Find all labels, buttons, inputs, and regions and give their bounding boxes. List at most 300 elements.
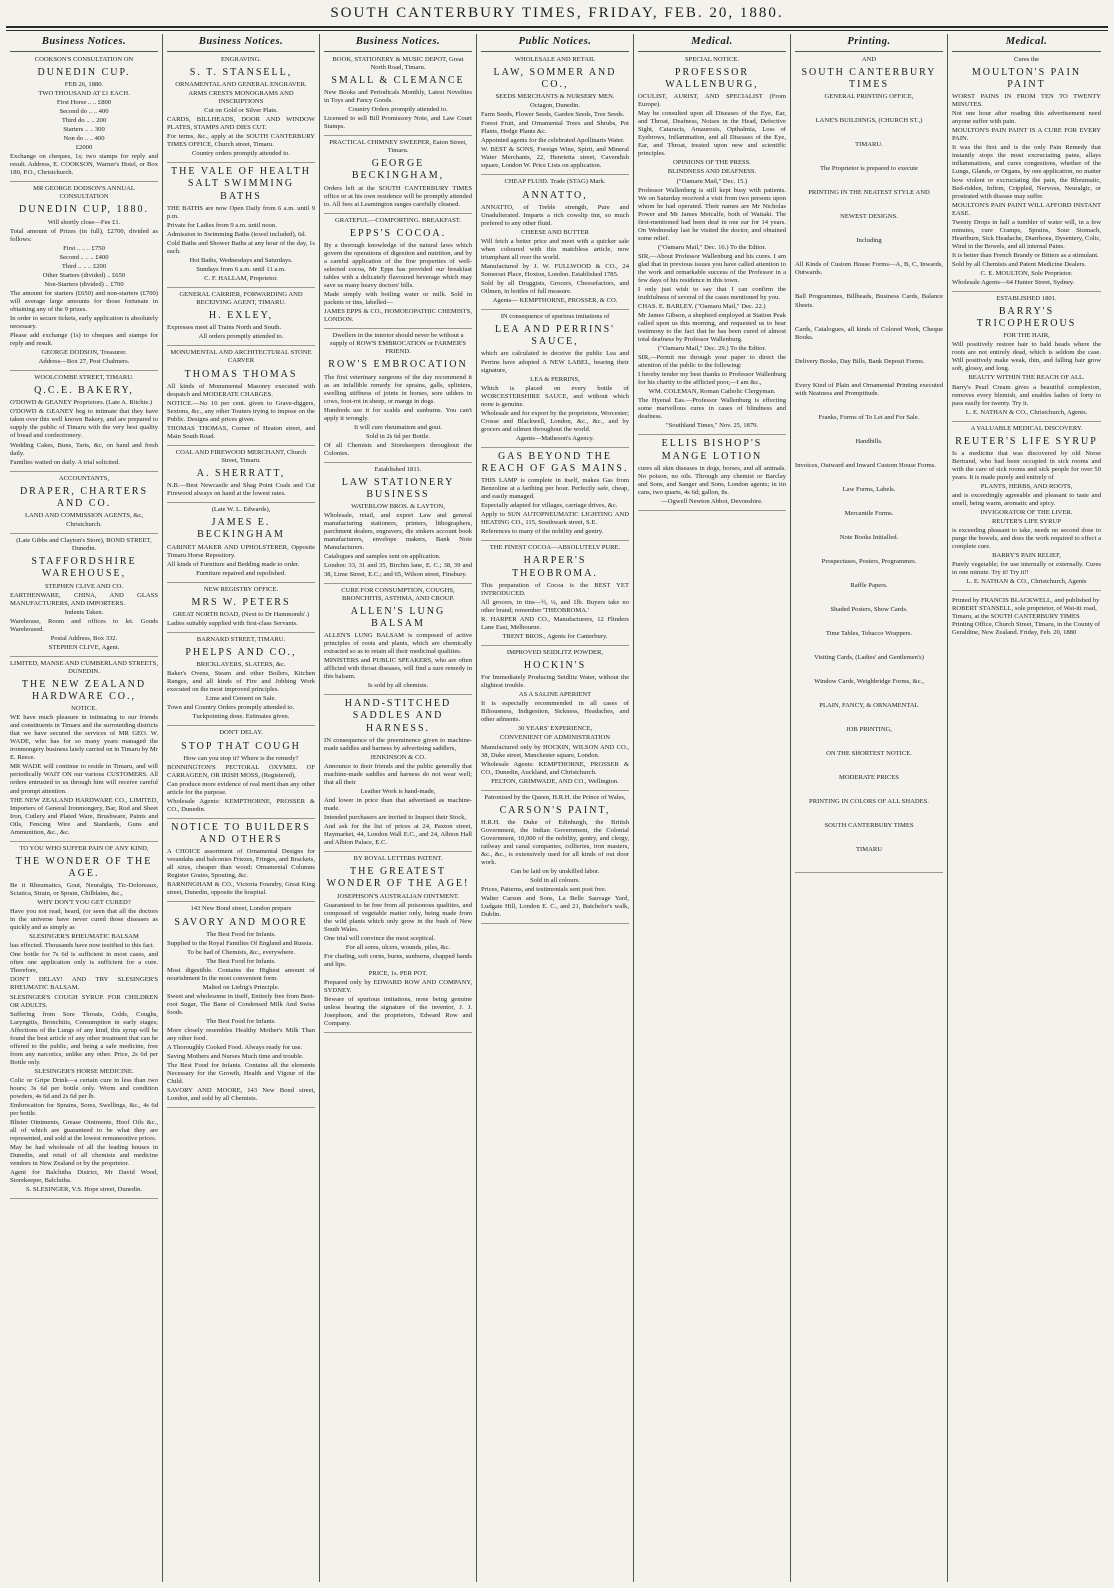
ad-subtitle: MONUMENTAL AND ARCHITECTURAL STONE CARVER <box>170 349 312 365</box>
ad-line: Cards, Catalogues, all kinds of Colored Work, Cheque Books. <box>795 325 943 341</box>
ad-line: Orders left at the SOUTH CANTERBURY TIMES office or at his own residence will be promptly attended to. All fees at Leamington ranges carefully cleaned. <box>324 184 472 208</box>
ad-line: Colic or Gripe Drink—a certain cure in less than two hours; 3s 6d per bottle only. Worm and condition powders, 4s 6d and 2s 6d per lb. <box>10 1076 158 1100</box>
ad-line: OPINIONS OF THE PRESS. <box>673 159 751 167</box>
ad-subtitle: GENERAL CARRIER, FORWARDING AND RECEIVING AGENT, TIMARU. <box>179 291 303 307</box>
ad-title: NOTICE TO BUILDERS AND OTHERS <box>171 821 311 846</box>
advertisement <box>795 56 943 874</box>
ad-line: Prices, Patterns, and testimonials sent post free. <box>481 886 607 894</box>
ad-line: Hundreds use it for scalds and sunburns. You can't apply it wrongly. <box>324 406 472 422</box>
ad-line: Is a medicine that was discovered by old Norse Bertrand, who had been occupied in sick rooms and with the care of sick rooms and sick people for over 50 years. It is made purely and entirely of <box>952 449 1101 481</box>
ad-line: Mercantile Forms. <box>844 509 894 517</box>
advertisement <box>167 291 315 346</box>
ad-line: LANE'S BUILDINGS, (CHURCH ST.,) <box>815 117 923 125</box>
ad-line: SIR,—About Professor Wallenburg and his cures. I am glad that in previous issues you have called attention to the work and remarkable success of the Professor in a few days of his residence in this town. <box>638 252 786 284</box>
ad-line: ORNAMENTAL AND GENERAL ENGRAVER. <box>175 81 307 89</box>
ad-line: The Best Food for Infants. <box>206 930 276 938</box>
ad-title: GAS BEYOND THE REACH OF GAS MAINS. <box>481 450 629 475</box>
ad-line: Franks, Forms of To Let and For Sale. <box>818 413 920 421</box>
ad-line: Leather Work is hand-made, <box>360 787 436 795</box>
ad-subtitle: WHOLESALE AND RETAIL <box>514 55 596 63</box>
ad-line: May be consulted upon all Diseases of the Eye, Ear, and Throat, Deafness, Noises in the Head, Defective Sight, Cataracts, Amaurosis, Opthalmia, Loss of Eyebrows, Inflammation, and all Diseases of the Eye, Ear, and Throat, treated upon new and scientific principles. <box>638 110 786 158</box>
ad-line: Third do .. .. 200 <box>61 117 107 125</box>
column-1 <box>6 34 163 1582</box>
ad-subtitle: ACCOUNTANTS, <box>58 474 110 482</box>
columns-container <box>6 34 1108 1582</box>
advertisement <box>324 332 472 463</box>
ad-line: cures all skin diseases in dogs, horses, and all animals. No poison, no oils. Through any chemist or Barclay and Sons, and Sanger and Sons, London agents; in tin cans, two quarts, 4s 6d; gallon, 8s. <box>638 464 786 496</box>
ad-line: First .. .. .. £750 <box>63 244 105 252</box>
column-5 <box>634 34 791 1582</box>
ad-line: Ladies suitably supplied with first-class Servants. <box>167 620 298 628</box>
ad-line: Furniture repaired and repolished. <box>196 569 286 577</box>
ad-title: ANNATTO, <box>522 189 588 201</box>
ad-title: THE WONDER OF THE AGE. <box>15 855 153 879</box>
ad-line: Address—Box 27, Post Chalmers. <box>38 358 130 366</box>
ad-line: —Ogwell Newton Abbot, Devonshire. <box>661 497 763 505</box>
ad-line: GREAT NORTH ROAD, (Next to Dr Hammonds'.) <box>172 610 310 618</box>
ad-line: Country Orders promptly attended to. <box>348 106 448 114</box>
ad-title: SAVORY AND MOORE <box>174 916 308 928</box>
ad-line: Walter Carson and Sons, La Belle Sauvage Yard, Ludgate Hill, London E. C., and 21, Batchelor's walk, Dublin. <box>481 895 629 919</box>
ad-subtitle: Cures the <box>1013 55 1040 63</box>
ad-line: Postal Address, Box 332. <box>50 634 118 642</box>
ad-line: MOULTON'S PAIN PAINT IS A CURE FOR EVERY PAIN. <box>952 127 1101 143</box>
ad-title: REUTER'S LIFE SYRUP <box>955 435 1098 447</box>
advertisement <box>324 56 472 136</box>
advertisement <box>324 466 472 584</box>
ad-line: It was the first and is the only Pain Remedy that instantly stops the most excruciating pains, allays inflammations, and cures congestions, whether of the Lungs, Glands, or Organs, by one application, no matter how violent or excruciating the pain, the Rheumatic, Bed-ridden, Infirm, Crippled, Nervous, Neuralgic, or prostrated with disease may suffer. <box>952 144 1101 200</box>
advertisement <box>638 438 786 511</box>
advertisement <box>167 822 315 903</box>
ad-subtitle: BOOK, STATIONERY & MUSIC DEPOT, Great North Road, Timaru. <box>332 55 464 71</box>
ad-title: JAMES E. BECKINGHAM <box>197 517 285 541</box>
ad-line: Sweet and wholesome in itself, Entirely free from Beet-root Sugar, The Bane of Condensed Milk And Swiss foods. <box>167 992 315 1016</box>
ad-line: All Kinds of Custom House Forms—A, B, C, Inwards, Outwards. <box>795 261 943 277</box>
ad-subtitle: Patronised by the Queen, H.R.H. the Prince of Wales, <box>484 793 626 801</box>
column-heading: Printing. <box>795 34 943 52</box>
ad-subtitle: IN consequence of spurious imitations of <box>500 313 610 321</box>
ad-line: The Best Food for Infants. <box>206 957 276 965</box>
advertisement <box>10 374 158 471</box>
ad-line: £2000 <box>75 144 93 152</box>
ad-subtitle: PRACTICAL CHIMNEY SWEEPER, Eaton Street, Timaru. <box>329 139 467 155</box>
ad-line: FEB 26, 1880. <box>64 81 104 89</box>
ad-line: Agent for Balclutha District, Mr David Wood, Storekeeper, Balclutha. <box>10 1169 158 1185</box>
ad-line: New Books and Periodicals Monthly, Latest Novelties in Toys and Fancy Goods. <box>324 89 472 105</box>
ad-line: W. BEST & SONS, Foreign Wine, Spirit, and Mineral Water Merchants, 22, Henrietta street, Cavendish square, London W. Price Lists on application. <box>481 146 629 170</box>
ad-line: MR WADE will continue to reside in Timaru, and will periodically WAIT ON our various CUSTOMERS. All orders entrusted to us through him will receive careful and prompt attention. <box>10 763 158 795</box>
ad-line: Agents— KEMPTHORNE, PROSSER, & CO. <box>492 297 618 305</box>
ad-line: Sold by all Chemists and Patent Medicine Dealers. <box>952 260 1087 268</box>
ad-line: Families waited on daily. A trial solicited. <box>10 458 120 466</box>
ad-line: and is exceedingly agreeable and pleasant to taste and smell, being warm, aromatic and spicy. <box>952 492 1101 508</box>
advertisement <box>10 56 158 183</box>
ad-subtitle: A VALUABLE MEDICAL DISCOVERY. <box>970 424 1083 432</box>
ad-title: LAW STATIONERY BUSINESS <box>341 476 455 501</box>
ad-line: C. E. MOULTON, Sole Proprietor. <box>980 269 1073 277</box>
advertisement <box>324 855 472 1033</box>
ad-title: A. SHERRATT, <box>196 467 286 479</box>
ad-title: THE VALE OF HEALTH SALT SWIMMING BATHS <box>171 166 311 202</box>
ad-line: CHEESE AND BUTTER <box>521 228 589 236</box>
ad-line: ARMS CRESTS MONOGRAMS AND INSCRIPTIONS <box>188 90 294 106</box>
ad-line: THE BATHS are now Open Daily from 6 a.m. until 9 p.m. <box>167 204 315 220</box>
ad-line: Embrocation for Sprains, Sores, Swellings, &c., 4s 6d per bottle. <box>10 1101 158 1117</box>
ad-line: Can produce more evidence of real merit than any other article for the purpose. <box>167 780 315 796</box>
advertisement <box>481 178 629 310</box>
ad-line: TWO THOUSAND AT £1 EACH. <box>38 90 130 98</box>
ad-line: WATERLOW BROS. & LAYTON, <box>351 503 445 511</box>
ad-line: To be had of Chemists, &c., everywhere. <box>187 948 295 956</box>
ad-line: Professor Wallenberg is still kept busy with patients. We on Saturday received a visit from two persons upon whom he had operated. Their names are Mr Nicholas Power and Mr James Metcalfe, both of Waitaki. The first-mentioned had been deaf in one ear for 14 years. On Wednesday last he visited the doctor, and obtained some relief. <box>638 186 786 242</box>
ad-subtitle: DON'T DELAY. <box>219 729 263 737</box>
ad-line: LEA & PERRINS, <box>530 375 580 383</box>
ad-line: Not one hour after reading this advertisement need anyone suffer with pain. <box>952 110 1101 126</box>
ad-line: A Thoroughly Cooked Food. Always ready for use. <box>167 1044 303 1052</box>
ad-line: Delivery Books, Day Bills, Bank Deposit Forms. <box>795 357 925 365</box>
ad-line: CONVENIENT OF ADMINISTRATION <box>499 734 611 742</box>
ad-line: THOMAS THOMAS, Corner of Heaton street, and Main South Road. <box>167 424 315 440</box>
advertisement <box>167 636 315 726</box>
ad-line: Second .. .. .. £400 <box>59 253 109 261</box>
advertisement <box>167 449 315 503</box>
ad-line: WM. COLEMAN, Roman Catholic Clergyman. <box>648 388 776 396</box>
ad-subtitle: Established 1811. <box>374 465 422 473</box>
masthead-rule <box>6 26 1108 28</box>
ad-line: Apply to SUN AUTOPNEUMATIC LIGHTING AND HEATING CO., 115, Southwark street, S.E. <box>481 511 629 527</box>
ad-line: All kinds of Monumental Masonry executed with despatch and MODERATE CHARGES. <box>167 382 315 398</box>
ad-line: ("Oamaru Mail," Dec. 16.) To the Editor. <box>657 243 767 251</box>
ad-line: O'DOWD & GEANEY Proprietors. (Late A. Ritchie.) <box>10 399 153 407</box>
ad-line: which are calculated to deceive the public Lea and Perrins have adopted A NEW LABEL, bearing their signature, <box>481 350 629 374</box>
ad-line: Every Kind of Plain and Ornamental Printing executed with Neatness and Promptitude. <box>795 381 943 397</box>
ad-line: MODERATE PRICES <box>839 774 899 782</box>
ad-subtitle: NEW REGISTRY OFFICE. <box>203 585 279 593</box>
ad-line: Beware of spurious imitations, none being genuine unless bearing the signature of the inventor, J. J. Josephson, and the proprietors, Edward Row and Company. <box>324 995 472 1028</box>
ad-line: Town and Country Orders promptly attended to. <box>167 704 295 712</box>
ad-title: Q.C.E. BAKERY, <box>34 385 134 397</box>
ad-line: Law Forms, Labels. <box>842 485 896 493</box>
ad-line: More closely resembles Healthy Mother's Milk Than any other food. <box>167 1027 315 1043</box>
ad-line: Private for Ladies from 9 a.m. until noon. <box>167 221 277 229</box>
ad-line: BARNINGHAM & CO., Victoria Foundry, Great King street, Dunedin, opposite the hospital. <box>167 881 315 897</box>
ad-line: Of all Chemists and Storekeepers throughout the Colonies. <box>324 441 472 457</box>
ad-line: For terms, &c., apply at the SOUTH CANTERBURY TIMES OFFICE, Church street, Timaru. <box>167 133 315 149</box>
ad-line: The Hyenal Eas.—Professor Wallenburg is effecting some marvellous cures in cases of blindness and deafness. <box>638 397 786 421</box>
ad-subtitle: ESTABLISHED 1801. <box>996 294 1057 302</box>
ad-subtitle: THE FINEST COCOA—ABSOLUTELY PURE. <box>489 544 621 552</box>
ad-line: N.B.—Best Newcastle and Shag Point Coals and Cut Firewood always on hand at the lowest rates. <box>167 482 315 498</box>
ad-line: L. E. NATHAN & CO., Christchurch, Agents <box>966 578 1087 586</box>
ad-line: Sundays from 6 a.m. until 11 a.m. <box>196 266 286 274</box>
ad-line: Purely vegetable; for use internally or externally. Cures in one minute. Try it! Try it!! <box>952 561 1101 577</box>
masthead: SOUTH CANTERBURY TIMES, FRIDAY, FEB. 20, 1880. <box>330 5 784 21</box>
ad-line: PLANTS, HERBS, AND ROOTS, <box>980 482 1073 490</box>
ad-subtitle: IMPROVED SEIDLITZ POWDER, <box>506 649 604 657</box>
advertisement <box>167 506 315 583</box>
ad-line: ALLEN'S LUNG BALSAM is composed of active principles of roots and plants, which are chemically extracted so as to retain all their medicinal qualities. <box>324 631 472 656</box>
ad-line: BEAUTY WITHIN THE REACH OF ALL. <box>968 374 1085 382</box>
ad-line: PRINTING IN COLORS OF ALL SHADES. <box>809 798 929 806</box>
column-heading: Business Notices. <box>10 34 158 52</box>
ad-line: Wholesale, retail, and export Law and general manufacturing stationers, printers, lithographers, parchment dealers, engravers, die sinkers account book manufacturers, envelope makers, Bank Note Manufacturers. <box>324 512 472 552</box>
ad-line: SAVORY AND MOORE, 143 New Bond street, London, and sold by all Chemists. <box>167 1087 315 1103</box>
advertisement <box>324 587 472 696</box>
ad-line: First Horse .. .. £800 <box>56 99 112 107</box>
column-heading: Business Notices. <box>167 34 315 52</box>
ad-line: JOSEPHSON'S AUSTRALIAN OINTMENT. <box>336 892 460 900</box>
ad-title: STOP THAT COUGH <box>181 740 301 752</box>
ad-line: ("Oamaru Mail," Dec. 15.) <box>676 177 748 185</box>
ad-line: BRICKLAYERS, SLATERS, &c. <box>196 661 286 669</box>
ad-line: 30 YEARS' EXPERIENCE, <box>517 725 593 733</box>
ad-line: Manufactured by J. W. FULLWOOD & CO., 24 Somerset Place, Hoxton, London. Established 1785. <box>481 262 629 278</box>
ad-line: TIMARU <box>855 846 882 854</box>
ad-line: Wedding Cakes, Buns, Tarts, &c, on hand and fresh daily. <box>10 441 158 457</box>
ad-line: For Immediately Producing Seidlitz Water, without the slightest trouble. <box>481 674 629 690</box>
ad-line: Blister Ointments, Grease Ointments, Hoof Oils &c., all of which are guaranteed to be what they are represented, and sold at the lowest remunerative prices. <box>10 1118 158 1143</box>
ad-title: GEORGE BECKINGHAM, <box>351 158 445 182</box>
ad-line: EARTHENWARE, CHINA, AND GLASS MANUFACTURERS, AND IMPORTERS. <box>10 591 158 607</box>
ad-line: PLAIN, FANCY, & ORNAMENTAL <box>819 702 919 710</box>
ad-line: For all sores, ulcers, wounds, piles, &c. <box>345 943 451 951</box>
ad-line: NOTICE.—No 10 per cent. given to Grave-diggers, Sextons, &c., any other Touters trying to impose on the Public. Designs and prices given. <box>167 399 315 423</box>
ad-line: O'DOWD & GEANEY beg to intimate that they have taken over this well known Bakery, and are prepared to supply the public of Timaru with the very best quality of bread and confectionery. <box>10 408 158 440</box>
ad-line: Time Tables, Tobacco Wrappers. <box>825 629 913 637</box>
column-heading: Public Notices. <box>481 34 629 52</box>
ad-title: S. T. STANSELL, <box>189 66 293 78</box>
ad-line: JOB PRINTING, <box>846 726 892 734</box>
ad-line: JAMES EPPS & CO., HOMOEOPATHIC CHEMISTS, LONDON. <box>324 308 472 324</box>
ad-line: Wholesale Agents: KEMPTHORNE, PROSSER & CO., Dunedin. <box>167 797 315 813</box>
ad-line: Most digestible. Contains the Highest amount of nourishment In the most convenient form. <box>167 966 315 982</box>
ad-line: Second do .. .. 400 <box>59 108 109 116</box>
ad-line: MINISTERS and PUBLIC SPEAKERS, who are often afflicted with throat diseases, will find a sure remedy in this balsam. <box>324 657 472 681</box>
advertisement <box>481 451 629 542</box>
ad-line: Invoices, Outward and Inward Custom House Forms. <box>795 461 937 469</box>
ad-line: Catalogues and samples sent on application. <box>324 553 441 561</box>
ad-line: Sold in all colours. <box>530 877 580 885</box>
ad-title: SOUTH CANTERBURY TIMES <box>801 66 937 91</box>
advertisement <box>10 185 158 371</box>
ad-line: BLINDNESS AND DEAFNESS. <box>667 168 757 176</box>
ad-line: Note Books Initialled. <box>839 533 899 541</box>
ad-line: R. HARPER AND CO., Manufacturers, 12 Flinders Lane East, Melbourne. <box>481 615 629 631</box>
ad-subtitle: CURE FOR CONSUMPTION, COUGHS, BRONCHITIS, ASTHMA, AND CROUP. <box>341 586 455 602</box>
ad-line: It will cure rheumatism and gout. <box>354 423 442 431</box>
ad-title: PHELPS AND CO., <box>185 647 297 659</box>
ad-line: Expresses meet all Trains North and South. <box>167 324 282 332</box>
ad-line: L. E. NATHAN & CO., Christchurch, Agents. <box>965 408 1088 416</box>
advertisement <box>10 660 158 842</box>
ad-subtitle: ENGRAVING. <box>221 55 261 63</box>
ad-line: FOR THE HAIR, <box>1003 332 1050 340</box>
ad-line: THIS LAMP is complete in itself, makes Gas from Benzoline at a farthing per hour. Perfectly safe, cheap, and easily managed. <box>481 477 629 501</box>
masthead-rule-thin <box>6 30 1108 31</box>
ad-line: Made simply with boiling water or milk. Sold in packets or tins, labelled— <box>324 291 472 307</box>
advertisement <box>324 217 472 330</box>
ad-line: SEEDS MERCHANTS & NURSERY MEN. <box>495 93 615 101</box>
ad-line: Twenty Drops in half a tumbler of water will, in a few minutes, cure Cramps, Sprains, Sour Stomach, Heartburn, Sick Headache, Diarrhoea, Dysentery, Colic, Wind in the Bowels, and all internal Pains. <box>952 218 1101 250</box>
ad-line: DON'T DELAY! AND TRY SLESINGER'S RHEUMATIC BALSAM. <box>10 976 158 992</box>
ad-line: Announce to their friends and the public generally that machine-made saddles and harness do not wear well; that all their <box>324 762 472 786</box>
ad-subtitle: (Late W. L. Edwards), <box>211 506 271 514</box>
ad-title: DUNEDIN CUP. <box>37 66 131 78</box>
ad-line: SLESINGER'S RHEUMATIC BALSAM <box>29 933 139 941</box>
advertisement <box>952 56 1101 292</box>
ad-line: Have you not read, heard, (or seen that all the doctors in the universe have never cured those diseases as quickly and as simply as <box>10 908 158 932</box>
ad-line: Baker's Ovens, Steam and other Boilers, Kitchen Ranges, and all kinds of Fire and Jobbing Work executed on the most improved principles. <box>167 670 315 694</box>
ad-line: Mr James Gibson, a shepherd employed at Station Peak called upon us this morning, and requested us to bear testimony to the fact that he has been cured of almost total deafness by Professor Wallenburg. <box>638 312 786 344</box>
ad-line: PRICE, 1s. PER POT. <box>368 969 428 977</box>
ad-line: Malted on Liebig's Principle. <box>202 983 280 991</box>
ad-line: SLESINGER'S COUGH SYRUP. FOR CHILDREN OR ADULTS. <box>10 993 158 1009</box>
ad-subtitle: (Late Gibbs and Clayton's Store), BOND STREET, Dunedin. <box>16 537 152 553</box>
ad-line: Saving Mothers and Nurses Much time and trouble. <box>167 1053 304 1061</box>
advertisement <box>481 794 629 925</box>
advertisement <box>638 56 786 436</box>
ad-line: THE NEW ZEALAND HARDWARE CO., LIMITED, Importers of General Ironmongery, Bar, Rod and Sheet Iron, Cutlery and Plated Ware, Brushware, Paints and Oils, Fencing Wire and Standards, Guns and Ammunition, &c., &c. <box>10 796 158 836</box>
ad-subtitle: SPECIAL NOTICE. <box>685 55 739 63</box>
ad-line: OCULIST, AURIST, AND SPECIALIST (From Europe). <box>638 93 786 109</box>
ad-line: Warehouse, Room and offices to let. Goods Warehoused. <box>10 617 158 633</box>
ad-title: THOMAS THOMAS <box>184 368 298 380</box>
ad-line: "Southland Times," Nov. 25, 1879. <box>665 422 759 430</box>
ad-title: LAW, SOMMER AND CO., <box>493 66 617 91</box>
ad-line: INVIGORATOR OF THE LIVER. <box>980 509 1073 517</box>
ad-line: Suffering from Sore Throats, Colds, Coughs, Laryngitis, Bronchitis, Consumption in early stages; Affections of the Lungs of any kind, this syrup will be found the best article of any other treatment that can be offered to the public, and being a safe medicine, free from any narcotics, unlike any other. Price, 2s 6d per Bottle only. <box>10 1010 158 1066</box>
ad-line: The amount for starters (£650) and non-starters (£700) will average large amounts for those fortunate in obtaining any of the 9 prizes. <box>10 289 158 313</box>
ad-line: Wholesale and for export by the proprietors, Worcester; Crosse and Blackwell, London, &c., &c., and by grocers and oilmen throughout the world. <box>481 409 629 433</box>
ad-title: MOULTON'S PAIN PAINT <box>971 66 1082 91</box>
advertisement <box>481 56 629 176</box>
ad-line: Exchange on cheques, 1s; two stamps for reply and result. Address, E. COOKSON, Warner's Hotel, or Box 180, P.O., Christchurch. <box>10 153 158 177</box>
ad-title: THE NEW ZEALAND HARDWARE CO., <box>21 678 147 703</box>
ad-line: Visiting Cards, (Ladies' and Gentlemen's) <box>814 654 924 662</box>
ad-line: I hereby tender my best thanks to Professor Wallenburg for his charity to the afflicted poor,—I am &c., <box>638 371 786 387</box>
advertisement <box>324 139 472 214</box>
ad-line: One trial will convince the most sceptical. <box>324 934 436 942</box>
ad-line: SLESINGER'S HORSE MEDICINE. <box>34 1067 134 1075</box>
advertisement <box>481 649 629 791</box>
ad-line: Will positively restore hair to bald heads where the roots are not entirely dead, which is seldom the case. Will positively make weak, thin, and falling hair grow soft, glossy, and long. <box>952 341 1101 373</box>
advertisement <box>167 905 315 1108</box>
column-4 <box>477 34 634 1582</box>
ad-title: ELLIS BISHOP'S MANGE LOTION <box>661 438 763 462</box>
ad-line: REUTER'S LIFE SYRUP <box>992 518 1061 526</box>
ad-line: Prospectuses, Posters, Programmes. <box>821 557 917 565</box>
ad-line: CARDS, BILLHEADS, DOOR AND WINDOW PLATES, STAMPS AND DIES CUT. <box>167 116 315 132</box>
advertisement <box>167 56 315 164</box>
ad-line: It is better than French Brandy or Bitters as a stimulant. <box>952 251 1099 259</box>
ad-subtitle: BARNARD STREET, TIMARU. <box>196 636 286 644</box>
ad-line: Starters .. .. 300 <box>63 126 105 134</box>
ad-subtitle: GRATEFUL—COMFORTING. BREAKFAST. <box>335 216 461 224</box>
ad-line: Especially adapted for villages, carriage drives, &c. <box>481 502 618 510</box>
advertisement <box>10 537 158 657</box>
ad-line: And lower in price than that advertised as machine-made. <box>324 796 472 813</box>
ad-line: By a thorough knowledge of the natural laws which govern the operations of digestion and nutrition, and by a careful application of the fine properties of well-selected cocoa, Mr Epps has provided our breakfast tables with a delicately flavoured beverage which may save us many heavy doctors' bills. <box>324 241 472 290</box>
ad-line: And ask for the list of prices at 24, Paxton street, Haymarket, 44, London Wall E.C., and 24, Albion Hall and Albion Palace, E.C. <box>324 823 472 847</box>
ad-line: Wholesale Agents: KEMPTHORNE, PROSSER & CO., Dunedin, Auckland, and Christchurch. <box>481 760 629 776</box>
ad-line: S. SLESINGER, V.S. Hope street, Dunedin. <box>25 1186 143 1194</box>
ad-title: MRS W. PETERS <box>191 596 291 608</box>
ad-line: C. F. HALLAM, Proprietor. <box>204 275 278 283</box>
ad-line: Licensed to sell Bill Promissory Note, and Law Court Stamps. <box>324 115 472 131</box>
ad-subtitle: AND <box>861 55 877 63</box>
ad-title: DUNEDIN CUP, 1880. <box>19 204 149 216</box>
ad-line: GENERAL PRINTING OFFICE, <box>824 93 914 101</box>
ad-line: TRENT BROS., Agents for Canterbury. <box>502 633 608 641</box>
ad-line: IN consequence of the preeminence given to machine-made saddles and harness by advertising saddlers, <box>324 736 472 752</box>
column-2 <box>163 34 320 1582</box>
ad-title: THE GREATEST WONDER OF THE AGE! <box>326 866 470 890</box>
ad-line: Will fetch a better price and meet with a quicker sale when coloured with this matchless article, now triumphant all over the world. <box>481 237 629 261</box>
ad-subtitle: Dwellers in the interior should never be without a supply of ROW'S EMBROCATION or FARMER'S FRIEND. <box>329 332 467 356</box>
ad-line: It is especially recommended in all cases of Biliousness, Indigestion, Sickness, Headaches, and other ailments. <box>481 700 629 724</box>
ad-line: Please add exchange (1s) to cheques and stamps for reply and result. <box>10 332 158 348</box>
ad-line: has effected. Thousands have now testified to this fact. <box>10 942 155 950</box>
ad-subtitle: LIMITED, MANSE AND CUMBERLAND STREETS, DUNEDIN. <box>10 659 158 675</box>
ad-line: Agents—Matheson's Agency. <box>515 434 595 442</box>
ad-line: Tuckpointing done. Estimates given. <box>192 713 290 721</box>
ad-line: Non-Starters (divided) .. £700 <box>44 280 124 288</box>
ad-line: References to many of the nobility and gentry. <box>481 528 604 536</box>
ad-line: CHAS. E. BARLEY. ("Oamaru Mail," Dec. 22.) <box>638 302 766 310</box>
ad-subtitle: BY ROYAL LETTERS PATENT. <box>353 855 443 863</box>
ad-line: Guaranteed to be free from all poisonous qualities, and composed of vegetable matter only, being made from the wild plants which only grow in the bush of New South Wales. <box>324 901 472 933</box>
ad-line: This preparation of Cocoa is the BEST YET INTRODUCED. <box>481 581 629 597</box>
ad-line: Non do .. .. 400 <box>63 135 105 143</box>
ad-line: Shaded Posters, Show Cards. <box>830 605 908 613</box>
ad-line: Be it Rheumatics, Gout, Neuralgia, Tic-Doloreaux, Sciatica, Strain, or Sprain, Chilblains, &c., <box>10 882 158 898</box>
ad-subtitle: WOOLCOMBE STREET, TIMARU. <box>34 374 134 382</box>
ad-line: The Best Food for Infants. Contains all the elements Necessary for the Growth, Health and Vigour of the Child. <box>167 1062 315 1086</box>
ad-line: GEORGE DODSON, Treasurer. <box>41 349 127 357</box>
ad-line: BONNINGTON'S PECTORAL OXYMEL OF CARRAGEEN, OR IRISH MOSS, (Registered), <box>167 763 315 779</box>
ad-line: Window Cards, Weighbridge Forms, &c., <box>814 678 924 686</box>
ad-line: BARRY'S PAIN RELIEF, <box>992 552 1061 560</box>
ad-line: Will shortly close—Fee £1. <box>47 218 121 226</box>
ad-line: TIMARU. <box>855 141 883 149</box>
ad-line: A CHOICE assortment of Ornamental Designs for verandahs and balconies Friezes, Fringes, and Brackets, all sizes, cheaper than wood; Ornamental Columns Register Grates, Spouting, &c. <box>167 848 315 880</box>
ad-line: Country orders promptly attended to. <box>192 150 290 158</box>
ad-subtitle: 143 New Bond street, London prepare <box>190 905 292 913</box>
ad-title: PROFESSOR WALLENBURG, <box>665 66 759 91</box>
advertisement <box>324 698 472 852</box>
ad-line: Intended purchasers are invited to Inspect their Stock, <box>324 814 467 822</box>
ad-subtitle: COOKSON'S CONSULTATION ON <box>34 55 134 63</box>
ad-line: London: 33, 31 and 35, Birchin lane, E. C.; 38, 39 and 38, Lime Street, E.C.; and 65, Wilson street, Finsbury. <box>324 562 472 578</box>
ad-subtitle: MR GEORGE DODSON'S ANNUAL CONSULTATION <box>33 185 135 201</box>
ad-line: Third .. .. .. £200 <box>61 262 107 270</box>
ad-line: ON THE SHORTEST NOTICE. <box>826 750 912 758</box>
ad-subtitle: COAL AND FIREWOOD MERCHANT, Church Street, Timaru. <box>175 448 307 464</box>
ad-line: One bottle for 7s 6d is sufficient in most cases, and often one application only is sufficient for a cure. Therefore, <box>10 951 158 975</box>
advertisement <box>481 313 629 448</box>
ad-line: Wholesale Agents—64 Hunter Street, Sydney. <box>952 278 1075 286</box>
ad-title: LEA AND PERRINS' SAUCE, <box>495 324 615 348</box>
ad-line: Appointed agents for the celebrated Apollinaris Water. <box>481 137 625 145</box>
ad-line: Admission to Swimming Baths (towel included), 6d. <box>167 230 307 238</box>
column-7 <box>948 34 1105 1582</box>
ad-line: Manufactured only by HOCKIN, WILSON AND CO., 38, Duke street, Manchester square, London. <box>481 743 629 759</box>
advertisement <box>481 544 629 646</box>
imprint: Printed by FRANCIS BLACKWELL, and published by ROBERT STANSELL, sole proprietor, of Wai-iti road, Timaru, at the SOUTH CANTERBURY TIMES Printing Office, Church Street, Timaru, in the County of Geraldine, New Zealand. Friday, Feb. 20, 1880 <box>952 597 1101 637</box>
advertisement <box>952 425 1101 592</box>
ad-line: Other Starters (divided) .. £650 <box>42 271 126 279</box>
ad-title: HARPER'S THEOBROMA. <box>512 555 598 579</box>
